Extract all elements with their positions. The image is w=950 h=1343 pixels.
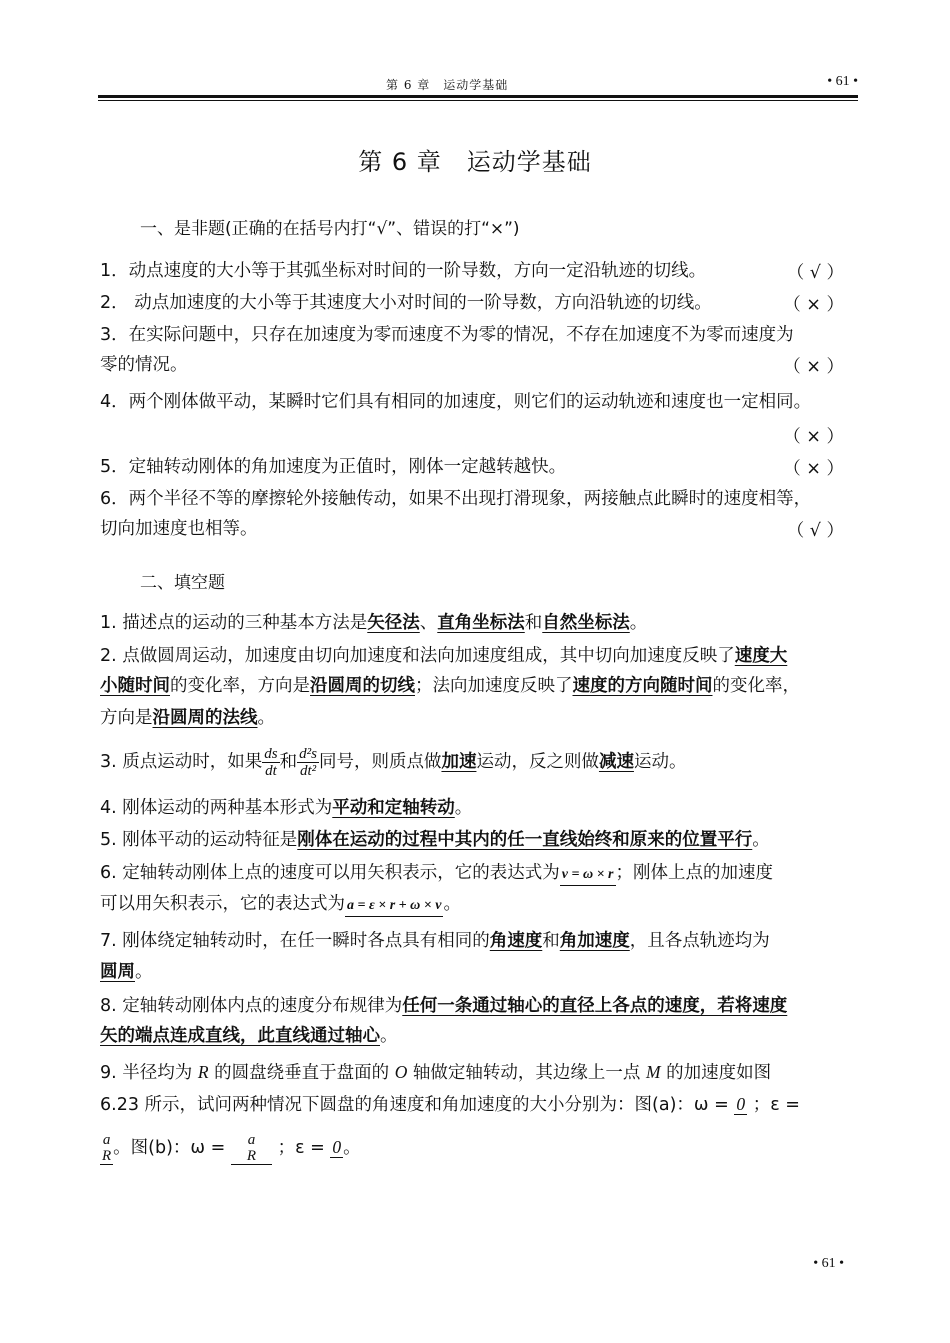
q3-text-2: 同号，则质点做 — [318, 752, 442, 772]
q8-text: 8. 定轴转动刚体内点的速度分布规律为 — [100, 996, 403, 1016]
q3-answer-2: 减速 — [598, 752, 634, 772]
item-text: 2． 动点加速度的大小等于其速度大小对时间的一阶导数，方向沿轨迹的切线。 — [100, 293, 712, 313]
q7-line-2 — [100, 960, 852, 984]
item-text-cont: 零的情况。 — [100, 355, 188, 375]
q2-line-2 — [100, 674, 852, 698]
fill-question-5 — [100, 828, 852, 852]
q2-end: 。 — [257, 708, 275, 728]
q7-end: 。 — [135, 962, 153, 982]
q2-text-2: 的变化率，方向是 — [170, 676, 310, 696]
q9-text-6: ；ε = — [752, 1095, 800, 1115]
radius-symbol: R — [197, 1062, 209, 1082]
q6-line-2 — [100, 892, 852, 917]
q7-answer-2: 角加速度 — [559, 931, 630, 951]
q7-text-2: ，且各点轨迹均为 — [629, 931, 770, 951]
point-symbol: M — [646, 1062, 661, 1082]
fill-question-1 — [100, 611, 852, 635]
q9-answer-2: a R — [102, 1131, 112, 1164]
axis-symbol: O — [394, 1062, 408, 1082]
q7-text: 7. 刚体绕定轴转动时，在任一瞬时各点具有相同的 — [100, 931, 490, 951]
q3-text-3: 运动，反之则做 — [476, 752, 599, 772]
answer-mark: （ √ ） — [786, 263, 844, 283]
running-header — [98, 72, 858, 94]
q3-answer-1: 加速 — [441, 752, 477, 772]
chapter-title: 第 6 章 运动学基础 — [358, 148, 592, 176]
item-text-cont: 切向加速度也相等。 — [100, 519, 258, 539]
item-text: 5．定轴转动刚体的角加速度为正值时，刚体一定越转越快。 — [100, 457, 567, 477]
q1-sep: 、 — [419, 613, 438, 633]
header-page-number: • 61 • — [827, 74, 858, 89]
q1-answer-1: 矢径法 — [367, 613, 420, 633]
q1-answer-2: 直角坐标法 — [437, 613, 525, 633]
q9-text-2: 的圆盘绕垂直于盘面的 — [214, 1063, 390, 1083]
q9-text-3: 轴做定轴转动，其边缘上一点 — [412, 1063, 641, 1083]
q2-text-4: 的变化率， — [712, 676, 800, 696]
q9-text-7: 。图(b)：ω = — [113, 1138, 226, 1158]
q9-line-2 — [100, 1093, 852, 1117]
q1-answer-3: 自然坐标法 — [542, 613, 630, 633]
q8-answer-1: 任何一条通过轴心的直径上各点的速度，若将速度 — [402, 996, 788, 1016]
q6-end: 。 — [443, 894, 461, 914]
answer-mark: （ √ ） — [786, 521, 844, 541]
q9-line-1 — [100, 1060, 852, 1085]
ds-dt-fraction: $\frac{ds}{dt}$ — [264, 745, 278, 779]
q9-text-8: ；ε = — [277, 1138, 325, 1158]
q9-text-4: 的加速度如图 — [666, 1063, 772, 1083]
q3-text: 3. 质点运动时，如果 — [100, 752, 263, 772]
q2-answer-1a: 速度大 — [734, 646, 788, 666]
section-true-false-title: 一、是非题(正确的在括号内打“√”、错误的打“×”) — [140, 219, 520, 239]
q6-line-1 — [100, 861, 852, 886]
section-fill-title: 二、填空题 — [140, 573, 225, 593]
q7-answer-3: 圆周 — [100, 962, 135, 982]
q9-line-3 — [100, 1128, 852, 1168]
q2-answer-4: 沿圆周的法线 — [152, 708, 258, 728]
q9-end: 。 — [343, 1138, 361, 1158]
q4-answer: 平动和定轴转动 — [332, 798, 455, 818]
q2-answer-2: 沿圆周的切线 — [310, 676, 415, 696]
item-text: 3．在实际问题中，只存在加速度为零而速度不为零的情况，不存在加速度不为零而速度为 — [100, 325, 794, 345]
q7-line-1 — [100, 929, 852, 953]
q9-answer-4: 0 — [332, 1137, 342, 1157]
q7-answer-1: 角速度 — [489, 931, 543, 951]
q6-text: 6. 定轴转动刚体上点的速度可以用矢积表示，它的表达式为 — [100, 863, 560, 883]
item-text: 6．两个半径不等的摩擦轮外接触传动，如果不出现打滑现象，两接触点此瞬时的速度相等， — [100, 489, 812, 509]
header-rule-thick — [98, 95, 858, 98]
q2-line-3 — [100, 706, 852, 730]
q8-line-2 — [100, 1024, 852, 1048]
q2-text-3: ；法向加速度反映了 — [415, 676, 573, 696]
q8-end: 。 — [380, 1026, 398, 1046]
answer-mark: （ × ） — [783, 295, 844, 315]
q2-text: 2. 点做圆周运动，加速度由切向加速度和法向加速度组成，其中切向加速度反映了 — [100, 646, 735, 666]
q7-and: 和 — [542, 931, 560, 951]
q3-end: 运动。 — [633, 752, 687, 772]
q6-answer-2: a = ε × r + ω × v — [345, 896, 443, 917]
q8-line-1 — [100, 994, 852, 1018]
q8-answer-2: 矢的端点连成直线，此直线通过轴心 — [100, 1026, 380, 1046]
item-text: 4．两个刚体做平动，某瞬时它们具有相同的加速度，则它们的运动轨迹和速度也一定相同。 — [100, 392, 812, 412]
q9-text: 9. 半径均为 — [100, 1063, 193, 1083]
q1-text: 1. 描述点的运动的三种基本方法是 — [100, 613, 368, 633]
d2s-dt2-fraction: $\frac{\text{d²s}}{\text{dt²}}$ — [299, 745, 317, 779]
header-title: 第 6 章 运动学基础 — [386, 78, 509, 92]
answer-mark: （ × ） — [783, 459, 844, 479]
fill-question-3 — [100, 742, 852, 782]
q3-and: 和 — [279, 752, 298, 772]
q1-and: 和 — [524, 613, 543, 633]
q5-answer: 刚体在运动的过程中其内的任一直线始终和原来的位置平行 — [297, 830, 753, 850]
q2-answer-3: 速度的方向随时间 — [572, 676, 713, 696]
footer-page-number: • 61 • — [813, 1256, 844, 1271]
q5-text: 5. 刚体平动的运动特征是 — [100, 830, 298, 850]
q2-line-1 — [100, 644, 852, 668]
q4-end: 。 — [454, 798, 473, 818]
q6-answer-1: v = ω × r — [560, 865, 616, 886]
q9-answer-3: a R — [231, 1132, 272, 1165]
q9-answer-1: 0 — [736, 1094, 746, 1114]
q5-end: 。 — [752, 830, 770, 850]
answer-mark: （ × ） — [783, 427, 844, 447]
item-text: 1．动点速度的大小等于其弧坐标对时间的一阶导数，方向一定沿轨迹的切线。 — [100, 261, 707, 281]
q6-text-3: 可以用矢积表示，它的表达式为 — [100, 894, 345, 914]
q2-answer-1b: 小随时间 — [100, 676, 170, 696]
q1-end: 。 — [629, 613, 648, 633]
q2-text-5: 方向是 — [100, 708, 153, 728]
answer-mark: （ × ） — [783, 357, 844, 377]
header-rule-thin — [98, 100, 858, 101]
q9-text-5: 6.23 所示，试问两种情况下圆盘的角速度和角加速度的大小分别为：图(a)：ω = — [100, 1095, 729, 1115]
fill-question-4 — [100, 796, 852, 820]
q4-text: 4. 刚体运动的两种基本形式为 — [100, 798, 333, 818]
q6-text-2: ；刚体上点的加速度 — [615, 863, 774, 883]
